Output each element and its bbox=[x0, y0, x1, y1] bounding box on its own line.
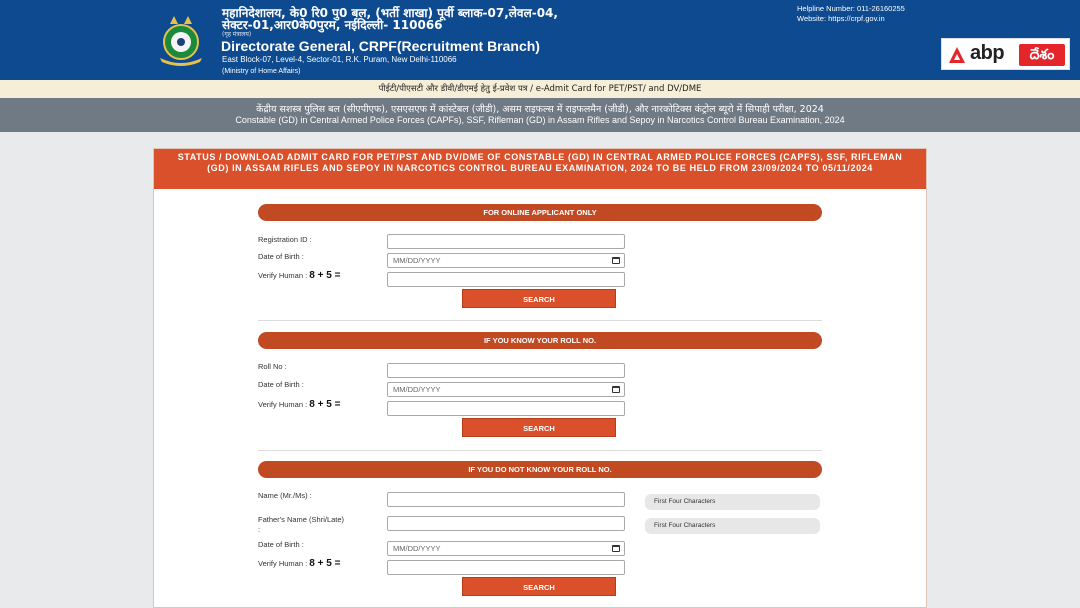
abp-brand-text: abp bbox=[970, 42, 1005, 64]
dob-input-2[interactable] bbox=[387, 382, 625, 397]
section-online-applicant-title: FOR ONLINE APPLICANT ONLY bbox=[483, 208, 597, 217]
roll-no-label: Roll No : bbox=[258, 362, 287, 371]
verify-human-text-2: Verify Human : bbox=[258, 400, 308, 409]
header-hindi-line2: सेक्टर-01,आर0के0पुरम, नईदिल्ली- 110066 bbox=[222, 18, 443, 32]
father-name-hint: First Four Characters bbox=[645, 518, 820, 534]
captcha-question-3: 8 + 5 = bbox=[309, 558, 341, 569]
header-ministry: (Ministry of Home Affairs) bbox=[222, 68, 301, 75]
dob-label-2: Date of Birth : bbox=[258, 380, 304, 389]
search-button-3[interactable]: SEARCH bbox=[462, 577, 616, 596]
notice-strip bbox=[0, 80, 1080, 98]
father-name-label bbox=[258, 515, 344, 534]
verify-human-text-1: Verify Human : bbox=[258, 271, 308, 280]
section-know-roll-no-title: IF YOU KNOW YOUR ROLL NO. bbox=[483, 336, 597, 345]
search-button-1[interactable]: SEARCH bbox=[462, 289, 616, 308]
abp-brand-tag: దేశం bbox=[1019, 44, 1065, 66]
calendar-icon[interactable] bbox=[612, 545, 620, 552]
crpf-emblem-icon bbox=[152, 14, 210, 66]
site-header bbox=[0, 0, 1080, 80]
name-hint: First Four Characters bbox=[645, 494, 820, 510]
panel-heading bbox=[154, 149, 926, 189]
notice-strip-text: पीईटी/पीएसटी और डीवी/डीएमई हेतु ई-प्रवेश पत्र / e-Admit Card for PET/PST/ and DV/DME bbox=[378, 84, 702, 94]
dob-placeholder-1: MM/DD/YYYY bbox=[393, 256, 441, 265]
registration-id-input[interactable] bbox=[387, 234, 625, 249]
section-dont-know-roll-no-title: IF YOU DO NOT KNOW YOUR ROLL NO. bbox=[468, 465, 612, 474]
section-divider-2 bbox=[258, 450, 822, 451]
dob-input-3[interactable] bbox=[387, 541, 625, 556]
verify-human-input-1[interactable] bbox=[387, 272, 625, 287]
father-name-input[interactable] bbox=[387, 516, 625, 531]
search-button-2[interactable]: SEARCH bbox=[462, 418, 616, 437]
exam-strip bbox=[0, 98, 1080, 132]
roll-no-input[interactable] bbox=[387, 363, 625, 378]
dob-input-1[interactable] bbox=[387, 253, 625, 268]
verify-human-label-2 bbox=[258, 399, 340, 410]
dob-label-1: Date of Birth : bbox=[258, 252, 304, 261]
header-title: Directorate General, CRPF(Recruitment Branch) bbox=[221, 38, 540, 54]
verify-human-label-1 bbox=[258, 270, 340, 281]
verify-human-input-3[interactable] bbox=[387, 560, 625, 575]
captcha-question-2: 8 + 5 = bbox=[309, 399, 341, 410]
section-know-roll-no bbox=[258, 332, 822, 349]
name-input[interactable] bbox=[387, 492, 625, 507]
abp-triangle-icon bbox=[948, 46, 966, 64]
dob-label-3: Date of Birth : bbox=[258, 540, 304, 549]
father-name-label-line2: : bbox=[258, 525, 261, 534]
exam-strip-hindi: केंद्रीय सशस्त्र पुलिस बल (सीएपीएफ), एसएसएफ में कांस्टेबल (जीडी), असम राइफल्स में राइफलमैन (जीडी), और नारकोटिक्स कंट्रोल ब्यूरो में सिपाही परीक्षा, 2024 bbox=[256, 104, 824, 115]
calendar-icon[interactable] bbox=[612, 257, 620, 264]
name-label: Name (Mr./Ms) : bbox=[258, 491, 312, 500]
header-address: East Block-07, Level-4, Sector-01, R.K. Puram, New Delhi-110066 bbox=[222, 55, 457, 64]
section-dont-know-roll-no bbox=[258, 461, 822, 478]
exam-strip-english: Constable (GD) in Central Armed Police Forces (CAPFs), SSF, Rifleman (GD) in Assam Rifles and Sepoy in Narcotics Control Bureau Examination, 2024 bbox=[235, 115, 845, 125]
captcha-question-1: 8 + 5 = bbox=[309, 270, 341, 281]
registration-id-label: Registration ID : bbox=[258, 235, 312, 244]
section-divider-1 bbox=[258, 320, 822, 321]
verify-human-text-3: Verify Human : bbox=[258, 559, 308, 568]
header-hindi-line1: महानिदेशालय, के0 रि0 पु0 बल, (भर्ती शाखा) पूर्वी ब्लाक-07,लेवल-04, bbox=[222, 6, 558, 20]
calendar-icon[interactable] bbox=[612, 386, 620, 393]
verify-human-input-2[interactable] bbox=[387, 401, 625, 416]
verify-human-label-3 bbox=[258, 558, 340, 569]
abp-watermark-logo bbox=[941, 38, 1070, 70]
helpline-number: Helpline Number: 011-26160255 bbox=[797, 4, 905, 13]
website-link[interactable]: Website: https://crpf.gov.in bbox=[797, 14, 885, 23]
section-online-applicant bbox=[258, 204, 822, 221]
header-ministry-hindi: (गृह मंत्रालय) bbox=[222, 31, 252, 38]
father-name-label-line1: Father's Name (Shri/Late) bbox=[258, 515, 345, 524]
dob-placeholder-3: MM/DD/YYYY bbox=[393, 544, 441, 553]
dob-placeholder-2: MM/DD/YYYY bbox=[393, 385, 441, 394]
panel-heading-text: STATUS / DOWNLOAD ADMIT CARD FOR PET/PST AND DV/DME OF CONSTABLE (GD) IN CENTRAL ARMED POLICE FORCES (CAPFS), SSF, RIFLEMAN (GD) IN ASSAM RIFLES AND SEPOY IN NARCOTICS CONTROL BUREAU EXAMINATION, 2024 TO BE HELD FROM 23/09/2024 TO 05/11/2024 bbox=[177, 152, 903, 173]
